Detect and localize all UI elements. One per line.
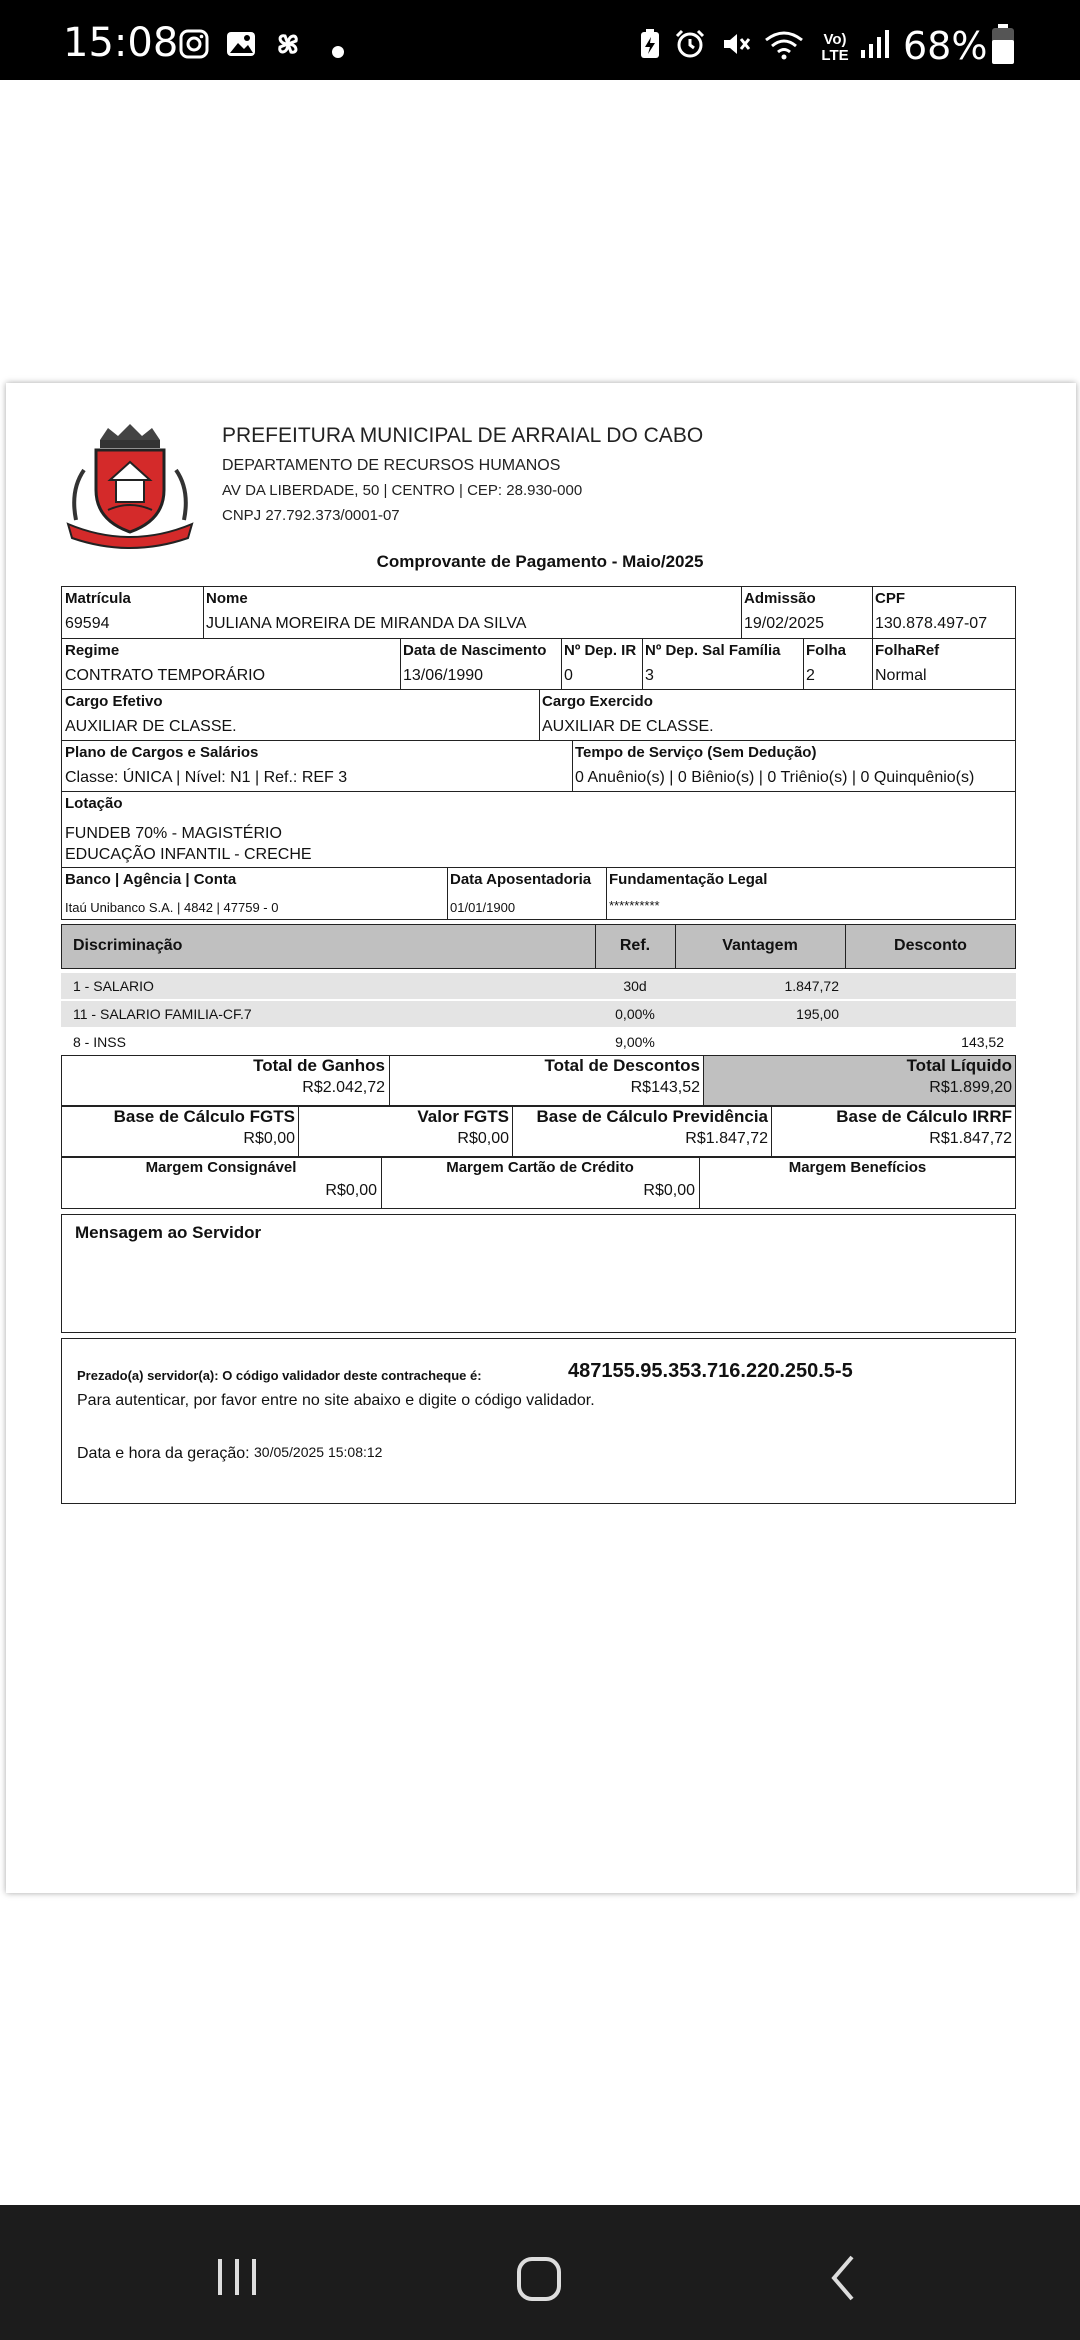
cargo-efetivo-label: Cargo Efetivo bbox=[65, 693, 163, 710]
item-desc: 11 - SALARIO FAMILIA-CF.7 bbox=[73, 1006, 252, 1022]
volte-icon: Vo) LTE bbox=[821, 31, 849, 64]
wifi-icon bbox=[764, 28, 804, 60]
cargo-efetivo-value: AUXILIAR DE CLASSE. bbox=[65, 718, 237, 735]
navigation-bar bbox=[0, 2205, 1080, 2340]
regime-value: CONTRATO TEMPORÁRIO bbox=[65, 667, 266, 684]
cnpj: CNPJ 27.792.373/0001-07 bbox=[222, 507, 400, 524]
battery-saver-icon bbox=[634, 28, 666, 60]
mute-icon bbox=[720, 28, 752, 60]
tempo-servico-label: Tempo de Serviço (Sem Dedução) bbox=[575, 744, 817, 761]
tempo-servico-value: 0 Anuênio(s) | 0 Biênio(s) | 0 Triênio(s) | 0 Quinquênio(s) bbox=[575, 769, 975, 786]
dep-sal-familia-label: Nº Dep. Sal Família bbox=[645, 642, 781, 659]
total-ganhos-label: Total de Ganhos bbox=[253, 1056, 385, 1075]
folharef-label: FolhaRef bbox=[875, 642, 940, 659]
margem-consignavel-value: R$0,00 bbox=[325, 1182, 377, 1199]
base-fgts-label: Base de Cálculo FGTS bbox=[113, 1107, 295, 1126]
fundamentacao-value: ********** bbox=[609, 898, 660, 913]
battery-percent: 68% bbox=[903, 24, 988, 68]
folha-value: 2 bbox=[806, 667, 815, 684]
address: AV DA LIBERDADE, 50 | CENTRO | CEP: 28.930-000 bbox=[222, 482, 583, 499]
department: DEPARTAMENTO DE RECURSOS HUMANOS bbox=[222, 457, 561, 474]
item-vantagem: 195,00 bbox=[796, 1006, 839, 1022]
margem-cartao-label: Margem Cartão de Crédito bbox=[446, 1159, 634, 1176]
header-ref: Ref. bbox=[619, 937, 651, 954]
validacao-code: 487155.95.353.716.220.250.5-5 bbox=[568, 1360, 853, 1382]
cargo-exercido-label: Cargo Exercido bbox=[542, 693, 653, 710]
base-fgts-value: R$0,00 bbox=[243, 1130, 295, 1147]
total-liquido-label: Total Líquido bbox=[906, 1056, 1012, 1075]
org-name: PREFEITURA MUNICIPAL DE ARRAIAL DO CABO bbox=[222, 424, 704, 447]
folharef-value: Normal bbox=[875, 667, 927, 684]
item-desc: 8 - INSS bbox=[73, 1034, 126, 1050]
gallery-icon bbox=[225, 28, 257, 60]
margem-cartao-value: R$0,00 bbox=[643, 1182, 695, 1199]
generated-label: Data e hora da geração: bbox=[77, 1445, 250, 1462]
nome-value: JULIANA MOREIRA DE MIRANDA DA SILVA bbox=[206, 615, 527, 632]
generated-value: 30/05/2025 15:08:12 bbox=[254, 1444, 383, 1460]
back-icon[interactable] bbox=[826, 2253, 860, 2303]
table-row bbox=[61, 973, 1016, 999]
total-descontos-value: R$143,52 bbox=[630, 1079, 700, 1096]
plano-cargos-label: Plano de Cargos e Salários bbox=[65, 744, 259, 761]
valor-fgts-label: Valor FGTS bbox=[417, 1107, 509, 1126]
nome-label: Nome bbox=[206, 590, 248, 607]
aposentadoria-label: Data Aposentadoria bbox=[450, 871, 592, 888]
item-ref: 9,00% bbox=[615, 1034, 655, 1050]
cpf-label: CPF bbox=[875, 590, 905, 607]
cpf-value: 130.878.497-07 bbox=[875, 615, 988, 632]
item-ref: 30d bbox=[623, 978, 647, 994]
recent-apps-icon[interactable] bbox=[212, 2255, 262, 2299]
header-vantagem: Vantagem bbox=[722, 937, 798, 954]
base-previdencia-value: R$1.847,72 bbox=[685, 1130, 768, 1147]
municipal-crest-logo bbox=[62, 420, 198, 550]
banco-label: Banco | Agência | Conta bbox=[65, 871, 237, 888]
margem-beneficios-label: Margem Benefícios bbox=[788, 1159, 927, 1176]
lotacao-label: Lotação bbox=[65, 795, 123, 812]
dep-ir-label: Nº Dep. IR bbox=[564, 642, 637, 659]
lotacao-line-2: EDUCAÇÃO INFANTIL - CRECHE bbox=[65, 846, 312, 863]
item-desc: 1 - SALARIO bbox=[73, 978, 154, 994]
valor-fgts-value: R$0,00 bbox=[457, 1130, 509, 1147]
total-ganhos-value: R$2.042,72 bbox=[302, 1079, 385, 1096]
item-vantagem: 1.847,72 bbox=[784, 978, 839, 994]
fundamentacao-label: Fundamentação Legal bbox=[609, 871, 768, 888]
margem-consignavel-label: Margem Consignável bbox=[145, 1159, 297, 1176]
nascimento-value: 13/06/1990 bbox=[403, 667, 484, 684]
mensagem-label: Mensagem ao Servidor bbox=[75, 1223, 262, 1242]
banco-value: Itaú Unibanco S.A. | 4842 | 47759 - 0 bbox=[65, 900, 279, 915]
admissao-label: Admissão bbox=[744, 590, 816, 607]
validacao-box bbox=[61, 1338, 1016, 1504]
total-descontos-label: Total de Descontos bbox=[544, 1056, 700, 1075]
dep-sal-familia-value: 3 bbox=[645, 667, 654, 684]
nascimento-label: Data de Nascimento bbox=[403, 642, 547, 659]
status-bar bbox=[0, 0, 1080, 80]
instagram-icon bbox=[178, 28, 210, 60]
folha-label: Folha bbox=[806, 642, 846, 659]
header-desconto: Desconto bbox=[894, 937, 967, 954]
aposentadoria-value: 01/01/1900 bbox=[450, 900, 516, 915]
table-row bbox=[61, 1001, 1016, 1027]
signal-icon bbox=[858, 28, 890, 60]
plano-cargos-value: Classe: ÚNICA | Nível: N1 | Ref.: REF 3 bbox=[65, 769, 348, 786]
base-previdencia-label: Base de Cálculo Previdência bbox=[536, 1107, 768, 1126]
dot-icon bbox=[332, 46, 344, 58]
table-row bbox=[61, 1029, 1016, 1055]
alarm-icon bbox=[674, 28, 706, 60]
pinwheel-icon bbox=[272, 28, 304, 60]
item-desconto: 143,52 bbox=[961, 1034, 1004, 1050]
base-irrf-value: R$1.847,72 bbox=[929, 1130, 1012, 1147]
admissao-value: 19/02/2025 bbox=[744, 615, 825, 632]
cargo-exercido-value: AUXILIAR DE CLASSE. bbox=[542, 718, 714, 735]
dep-ir-value: 0 bbox=[564, 667, 573, 684]
regime-label: Regime bbox=[65, 642, 120, 659]
item-ref: 0,00% bbox=[615, 1006, 655, 1022]
validacao-prefix: Prezado(a) servidor(a): O código validador deste contracheque é: bbox=[77, 1368, 482, 1383]
validacao-instruction: Para autenticar, por favor entre no site abaixo e digite o código validador. bbox=[77, 1392, 595, 1409]
document-title: Comprovante de Pagamento - Maio/2025 bbox=[376, 552, 704, 571]
home-icon[interactable] bbox=[515, 2255, 563, 2303]
lotacao-line-1: FUNDEB 70% - MAGISTÉRIO bbox=[65, 825, 282, 842]
base-irrf-label: Base de Cálculo IRRF bbox=[836, 1107, 1012, 1126]
matricula-label: Matrícula bbox=[65, 590, 131, 607]
header-discriminacao: Discriminação bbox=[73, 937, 183, 954]
status-time: 15:08 bbox=[63, 20, 179, 66]
matricula-value: 69594 bbox=[65, 615, 110, 632]
total-liquido-value: R$1.899,20 bbox=[929, 1079, 1012, 1096]
battery-icon bbox=[990, 24, 1016, 66]
